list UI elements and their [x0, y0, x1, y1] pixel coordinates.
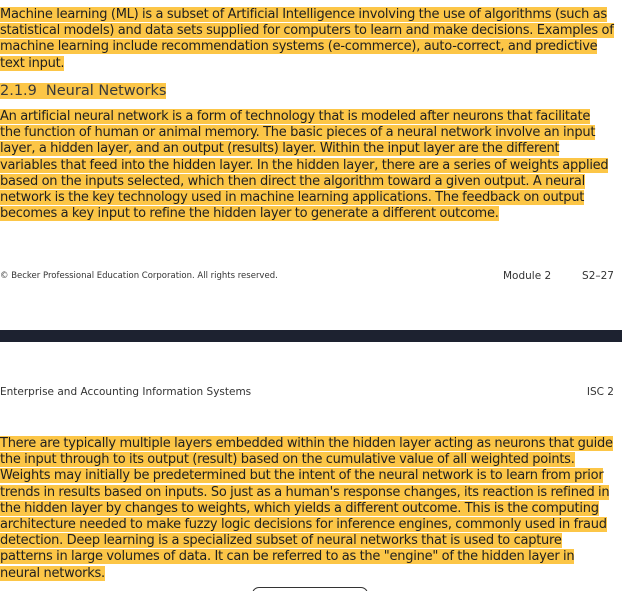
running-header-code: ISC 2: [586, 386, 614, 398]
page-footer: [0, 269, 614, 285]
highlight-neural-networks[interactable]: An artificial neural network is a form of technology that is modeled after neurons that facilitate the function of human or animal memory. The basic pieces of a neural network involve an input layer, a hidden layer, and an output (results) layer. Within the input layer are the different variables that feed into the hidden layer. In the hidden layer, there are a series of weights applied based on the inputs selected, which then direct the algorithm toward a given output. A neural network is the key technology used in machine learning applications. The feedback on output becomes a key input to refine the hidden layer to generate a different outcome.: [0, 109, 609, 222]
running-header: [0, 386, 614, 402]
section-number: 2.1.9: [0, 83, 37, 99]
section-title: Neural Networks: [45, 83, 167, 99]
highlight-hidden-layers[interactable]: There are typically multiple layers embedded within the hidden layer acting as neurons that guide the input through to its output (result) based on the cumulative value of all weighted points. Weights may initially be predetermined but the intent of the neural network is to learn from prior trends in results based on inputs. So just as a human's response changes, its reaction is refined in the hidden layer by changes to weights, which yields a different outcome. This is the computing architecture needed to make fuzzy logic decisions for inference engines, commonly used in fraud detection. Deep learning is a specialized subset of neural networks that is used to capture patterns in large volumes of data. It can be referred to as the "engine" of the hidden layer in neural networks.: [0, 436, 613, 581]
page-number: S2–27: [582, 270, 614, 282]
paragraph-neural-networks: [0, 109, 614, 222]
section-heading: [0, 82, 166, 100]
running-header-title: Enterprise and Accounting Information Systems: [0, 386, 252, 398]
copyright-text: © Becker Professional Education Corporation. All rights reserved.: [0, 271, 278, 281]
floating-toolbar-button[interactable]: [252, 587, 368, 591]
paragraph-machine-learning: [0, 7, 614, 72]
highlight-heading[interactable]: [0, 83, 166, 99]
page-divider: [0, 330, 622, 342]
module-label: Module 2: [503, 270, 552, 282]
highlight-machine-learning[interactable]: Machine learning (ML) is a subset of Artificial Intelligence involving the use of algorithms (such as statistical models) and data sets supplied for computers to learn and make decisions. Examples of machine learning include recommendation systems (e-commerce), auto-correct, and predictive text input.: [0, 7, 614, 71]
paragraph-hidden-layers: [0, 436, 614, 582]
